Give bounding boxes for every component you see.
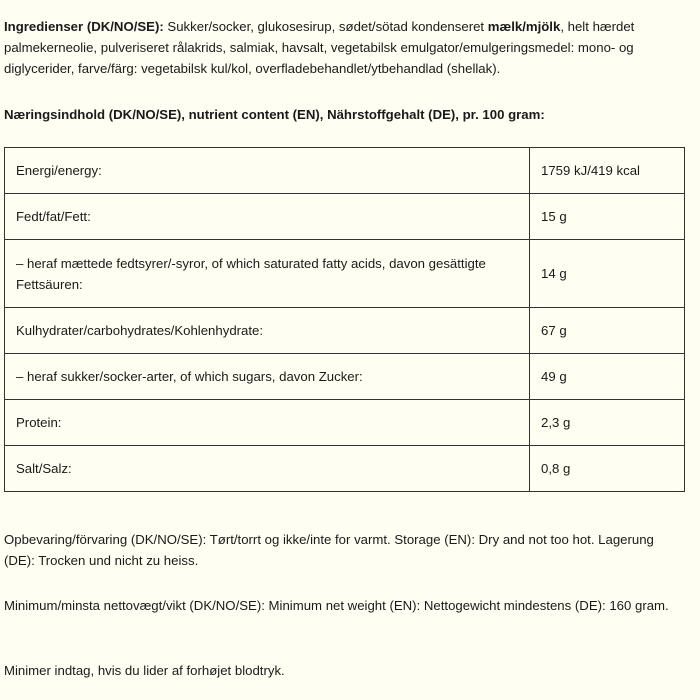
- nutrient-value-fat: 15 g: [530, 194, 685, 240]
- nutrient-label-sugars: – heraf sukker/socker-arter, of which sugars, davon Zucker:: [5, 354, 530, 400]
- nutrient-value-salt: 0,8 g: [530, 446, 685, 492]
- table-row: [5, 354, 685, 400]
- nutrient-value-energy: 1759 kJ/419 kcal: [530, 148, 685, 194]
- table-row: [5, 148, 685, 194]
- nutrient-value-protein: 2,3 g: [530, 400, 685, 446]
- nutrient-label-saturated-fat: – heraf mættede fedtsyrer/-syror, of which saturated fatty acids, davon gesättigte Fettsäuren:: [5, 240, 530, 308]
- table-row: [5, 400, 685, 446]
- nutrient-label-carbohydrates: Kulhydrater/carbohydrates/Kohlenhydrate:: [5, 308, 530, 354]
- nutrient-value-saturated-fat: 14 g: [530, 240, 685, 308]
- nutrient-label-energy: Energi/energy:: [5, 148, 530, 194]
- nutrient-label-protein: Protein:: [5, 400, 530, 446]
- ingredients-text-2: , helt hærdet palmekerneolie, pulveriseret rålakrids, salmiak, havsalt, vegetabilsk emulgator/emulgeringsmedel: mono- og diglycerider, farve/färg: vegetabilsk kul/kol, overfladebehandlet/ytbehandlad (shellak).: [4, 19, 635, 76]
- nutrient-value-sugars: 49 g: [530, 354, 685, 400]
- table-row: [5, 446, 685, 492]
- net-weight-paragraph: Minimum/minsta nettovægt/vikt (DK/NO/SE): Minimum net weight (EN): Nettogewicht mindestens (DE): 160 gram.: [4, 598, 669, 613]
- nutrient-label-fat: Fedt/fat/Fett:: [5, 194, 530, 240]
- ingredients-allergen-milk: mælk/mjölk: [487, 19, 561, 34]
- ingredients-text-1: Sukker/socker, glukosesirup, sødet/sötad kondenseret: [163, 19, 488, 34]
- nutrition-table: [4, 147, 685, 492]
- table-row: [5, 194, 685, 240]
- ingredients-paragraph: [4, 16, 684, 79]
- nutrient-value-carbohydrates: 67 g: [530, 308, 685, 354]
- nutrient-label-salt: Salt/Salz:: [5, 446, 530, 492]
- nutrition-heading: Næringsindhold (DK/NO/SE), nutrient content (EN), Nährstoffgehalt (DE), pr. 100 gram:: [4, 107, 545, 122]
- table-row: [5, 240, 685, 308]
- ingredients-heading: Ingredienser (DK/NO/SE):: [4, 19, 164, 34]
- table-row: [5, 308, 685, 354]
- blood-pressure-warning: Minimer indtag, hvis du lider af forhøjet blodtryk.: [4, 663, 285, 678]
- storage-paragraph: Opbevaring/förvaring (DK/NO/SE): Tørt/torrt og ikke/inte for varmt. Storage (EN): Dry and not too hot. Lagerung (DE): Trocken und nicht zu heiss.: [4, 532, 654, 568]
